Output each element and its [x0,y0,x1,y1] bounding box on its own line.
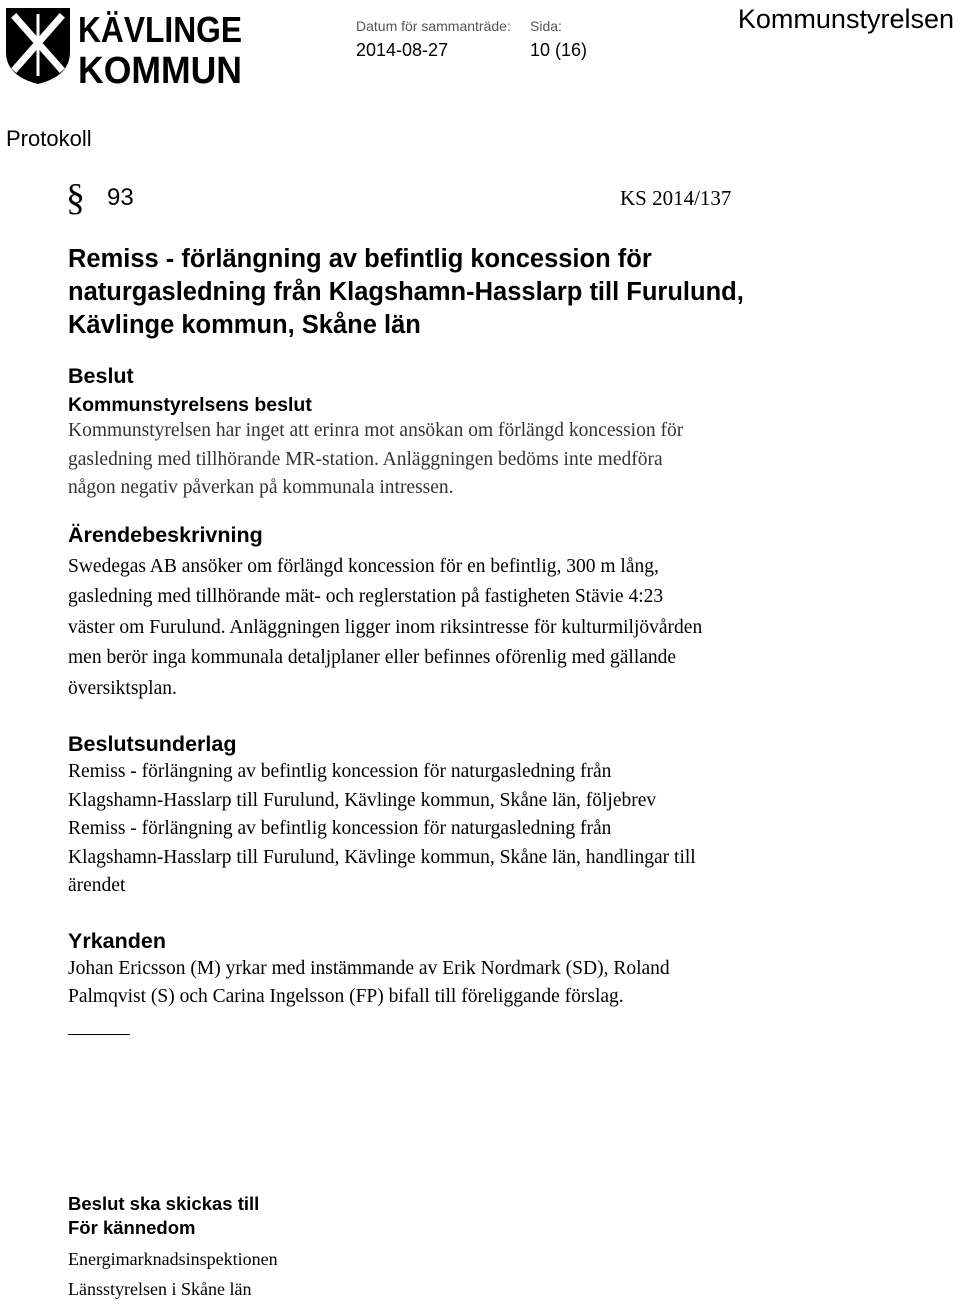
recipient: Länsstyrelsen i Skåne län [68,1279,252,1299]
signature-rule [68,1034,130,1035]
beslut-section [68,362,928,503]
beslut-heading: Beslut [68,364,134,388]
arendebeskrivning-heading: Ärendebeskrivning [68,522,263,547]
beslutsunderlag-section [68,730,928,901]
beslut-line: någon negativ påverkan på kommunala intressen. [68,477,454,498]
distribution-subheading: För kännedom [68,1217,196,1238]
title-line: Remiss - förlängning av befintlig koncession för [68,245,652,273]
kavlinge-kommun-logo [4,6,244,92]
beslutsunderlag-line: ärendet [68,875,126,896]
arendebeskrivning-line: Swedegas AB ansöker om förlängd koncession för en befintlig, 300 m lång, [68,555,659,577]
organization-name: Kommunstyrelsen [737,4,954,34]
arendebeskrivning-section [68,521,928,705]
coat-of-arms-icon [6,8,70,84]
page-value: 10 (16) [530,40,588,60]
title-line: naturgasledning från Klagshamn-Hasslarp till Furulund, [68,278,744,306]
arendebeskrivning-line: gasledning med tillhörande mät- och reglerstation på fastigheten Stävie 4:23 [68,586,664,607]
logo-line-1: KÄVLINGE [78,9,242,50]
beslut-line: gasledning med tillhörande MR-station. Anläggningen bedöms inte medföra [68,448,663,470]
beslutsunderlag-line: Remiss - förlängning av befintlig koncession för naturgasledning från [68,818,612,839]
document-body [68,243,928,1035]
paragraph-number: 93 [107,184,134,211]
arendebeskrivning-line: väster om Furulund. Anläggningen ligger inom riksintresse för kulturmiljövården [68,616,703,638]
distribution-section [68,1192,568,1304]
beslutsunderlag-heading: Beslutsunderlag [68,732,237,756]
distribution-heading: Beslut ska skickas till [68,1193,260,1214]
arendebeskrivning-line: men berör inga kommunala detaljplaner eller befinnes oförenlig med gällande [68,647,677,668]
recipient: Energimarknadsinspektionen [68,1249,278,1269]
yrkanden-line: Palmqvist (S) och Carina Ingelsson (FP) bifall till föreliggande förslag. [68,986,624,1007]
meeting-date-label: Datum för sammanträde: [356,18,511,34]
item-title [68,243,928,342]
document-type: Protokoll [6,126,92,151]
beslutsunderlag-line: Remiss - förlängning av befintlig koncession för naturgasledning från [68,761,612,782]
title-line: Kävlinge kommun, Skåne län [68,311,421,339]
meeting-date-value: 2014-08-27 [356,40,449,60]
case-number: KS 2014/137 [620,186,732,210]
arendebeskrivning-line: översiktsplan. [68,677,177,699]
yrkanden-heading: Yrkanden [68,928,166,953]
logo-line-2: KOMMUN [78,50,242,92]
paragraph-sign: § [66,177,85,219]
beslut-subheading: Kommunstyrelsens beslut [68,394,312,416]
yrkanden-section [68,927,928,1035]
beslutsunderlag-line: Klagshamn-Hasslarp till Furulund, Kävlinge kommun, Skåne län, handlingar till [68,846,696,868]
page-label: Sida: [530,18,562,34]
beslut-line: Kommunstyrelsen har inget att erinra mot ansökan om förlängd koncession för [68,420,684,441]
beslutsunderlag-line: Klagshamn-Hasslarp till Furulund, Kävlinge kommun, Skåne län, följebrev [68,789,657,811]
yrkanden-line: Johan Ericsson (M) yrkar med instämmande av Erik Nordmark (SD), Roland [68,957,670,979]
